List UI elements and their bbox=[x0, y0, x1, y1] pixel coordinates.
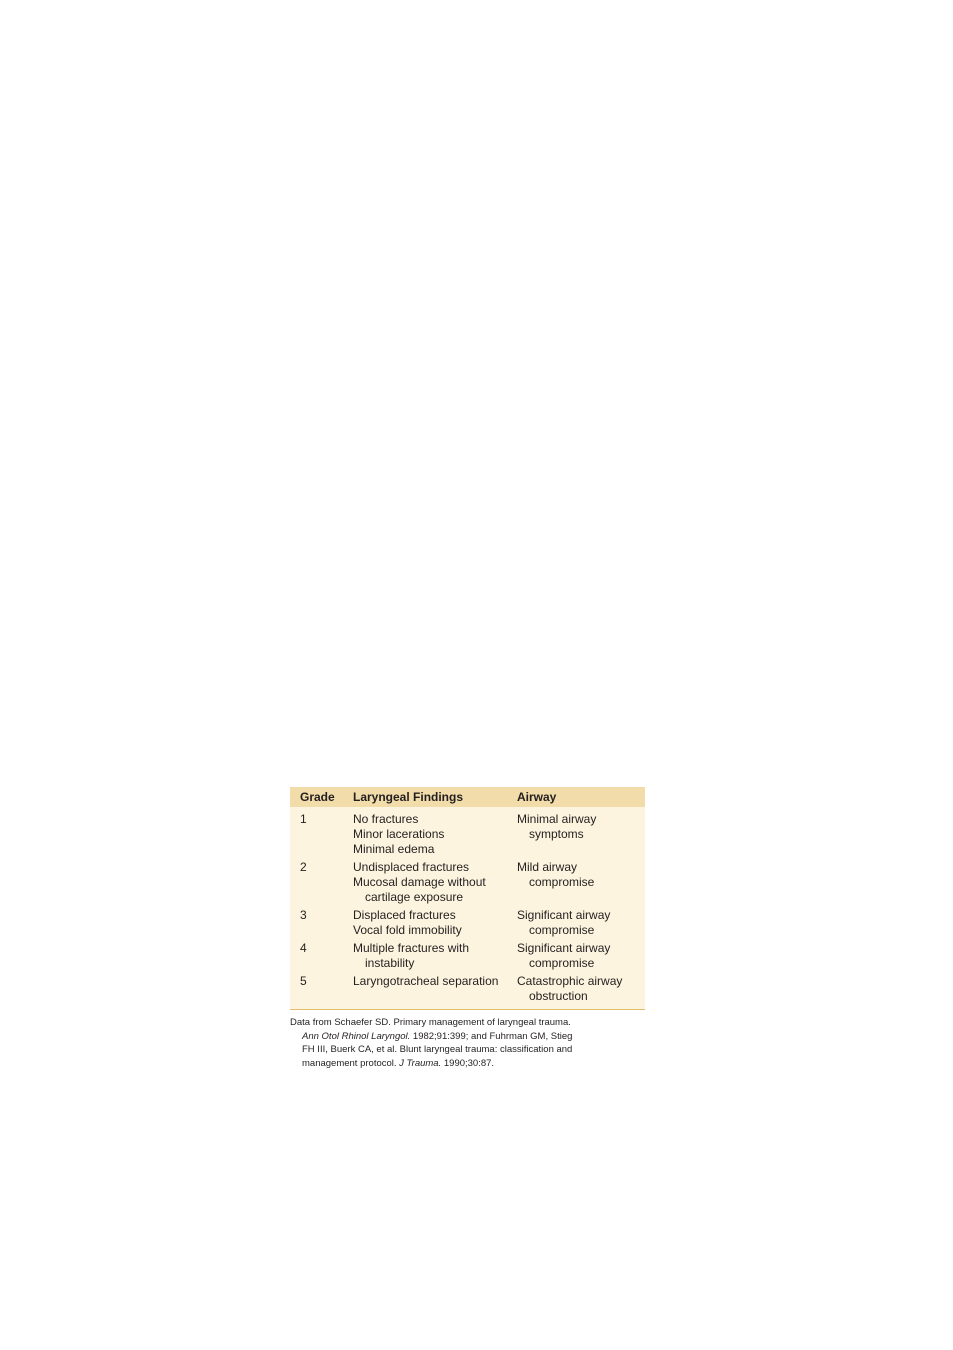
finding-line: instability bbox=[365, 956, 415, 970]
findings-cell bbox=[353, 908, 517, 941]
airway-line: obstruction bbox=[529, 989, 588, 1003]
airway-cell bbox=[517, 941, 645, 974]
finding-line: Minor lacerations bbox=[353, 827, 445, 841]
header-airway: Airway bbox=[517, 787, 645, 807]
airway-cell bbox=[517, 860, 645, 908]
journal-title: Ann Otol Rhinol Laryngol. bbox=[302, 1030, 411, 1042]
table-header-row bbox=[290, 787, 645, 807]
table-source-footnote bbox=[290, 1016, 630, 1070]
table-row bbox=[290, 941, 645, 974]
airway-line: compromise bbox=[529, 875, 595, 889]
findings-cell bbox=[353, 860, 517, 908]
airway-line: Mild airway bbox=[517, 860, 578, 874]
footnote-line: Data from Schaefer SD. Primary management of laryngeal trauma. bbox=[290, 1017, 571, 1028]
findings-cell bbox=[353, 974, 517, 1010]
findings-cell bbox=[353, 941, 517, 974]
finding-line: Displaced fractures bbox=[353, 908, 456, 922]
airway-cell bbox=[517, 974, 645, 1010]
table-row bbox=[290, 974, 645, 1010]
finding-line: Mucosal damage without bbox=[353, 875, 486, 889]
header-laryngeal-findings: Laryngeal Findings bbox=[353, 787, 517, 807]
footnote-line bbox=[290, 1057, 630, 1071]
finding-line: cartilage exposure bbox=[365, 890, 464, 904]
grade-cell: 4 bbox=[300, 941, 307, 955]
airway-line: Significant airway bbox=[517, 908, 611, 922]
airway-line: compromise bbox=[529, 923, 595, 937]
airway-cell bbox=[517, 908, 645, 941]
footnote-text: 1990;30:87. bbox=[441, 1057, 495, 1069]
grade-cell: 1 bbox=[300, 812, 307, 826]
finding-line: Minimal edema bbox=[353, 842, 435, 856]
footnote-text: management protocol. bbox=[302, 1057, 400, 1069]
journal-title: J Trauma. bbox=[399, 1057, 442, 1069]
footnote-text: 1982;91:399; and Fuhrman GM, Stieg bbox=[410, 1030, 573, 1042]
grade-cell: 5 bbox=[300, 974, 307, 988]
finding-line: Undisplaced fractures bbox=[353, 860, 470, 874]
laryngeal-trauma-grade-table bbox=[290, 787, 645, 1010]
footnote-line bbox=[290, 1030, 630, 1044]
header-grade: Grade bbox=[290, 787, 353, 807]
grade-table-block bbox=[290, 787, 645, 1070]
table-row bbox=[290, 860, 645, 908]
finding-line: Vocal fold immobility bbox=[353, 923, 462, 937]
finding-line: Multiple fractures with bbox=[353, 941, 470, 955]
finding-line: No fractures bbox=[353, 812, 419, 826]
airway-line: Catastrophic airway bbox=[517, 974, 623, 988]
airway-line: Significant airway bbox=[517, 941, 611, 955]
table-row bbox=[290, 908, 645, 941]
airway-line: symptoms bbox=[529, 827, 584, 841]
grade-cell: 2 bbox=[300, 860, 307, 874]
airway-cell bbox=[517, 807, 645, 860]
airway-line: Minimal airway bbox=[517, 812, 597, 826]
airway-line: compromise bbox=[529, 956, 595, 970]
finding-line: Laryngotracheal separation bbox=[353, 974, 499, 988]
grade-cell: 3 bbox=[300, 908, 307, 922]
footnote-line: FH III, Buerk CA, et al. Blunt laryngeal trauma: classification and bbox=[302, 1044, 573, 1055]
table-row bbox=[290, 807, 645, 860]
findings-cell bbox=[353, 807, 517, 860]
